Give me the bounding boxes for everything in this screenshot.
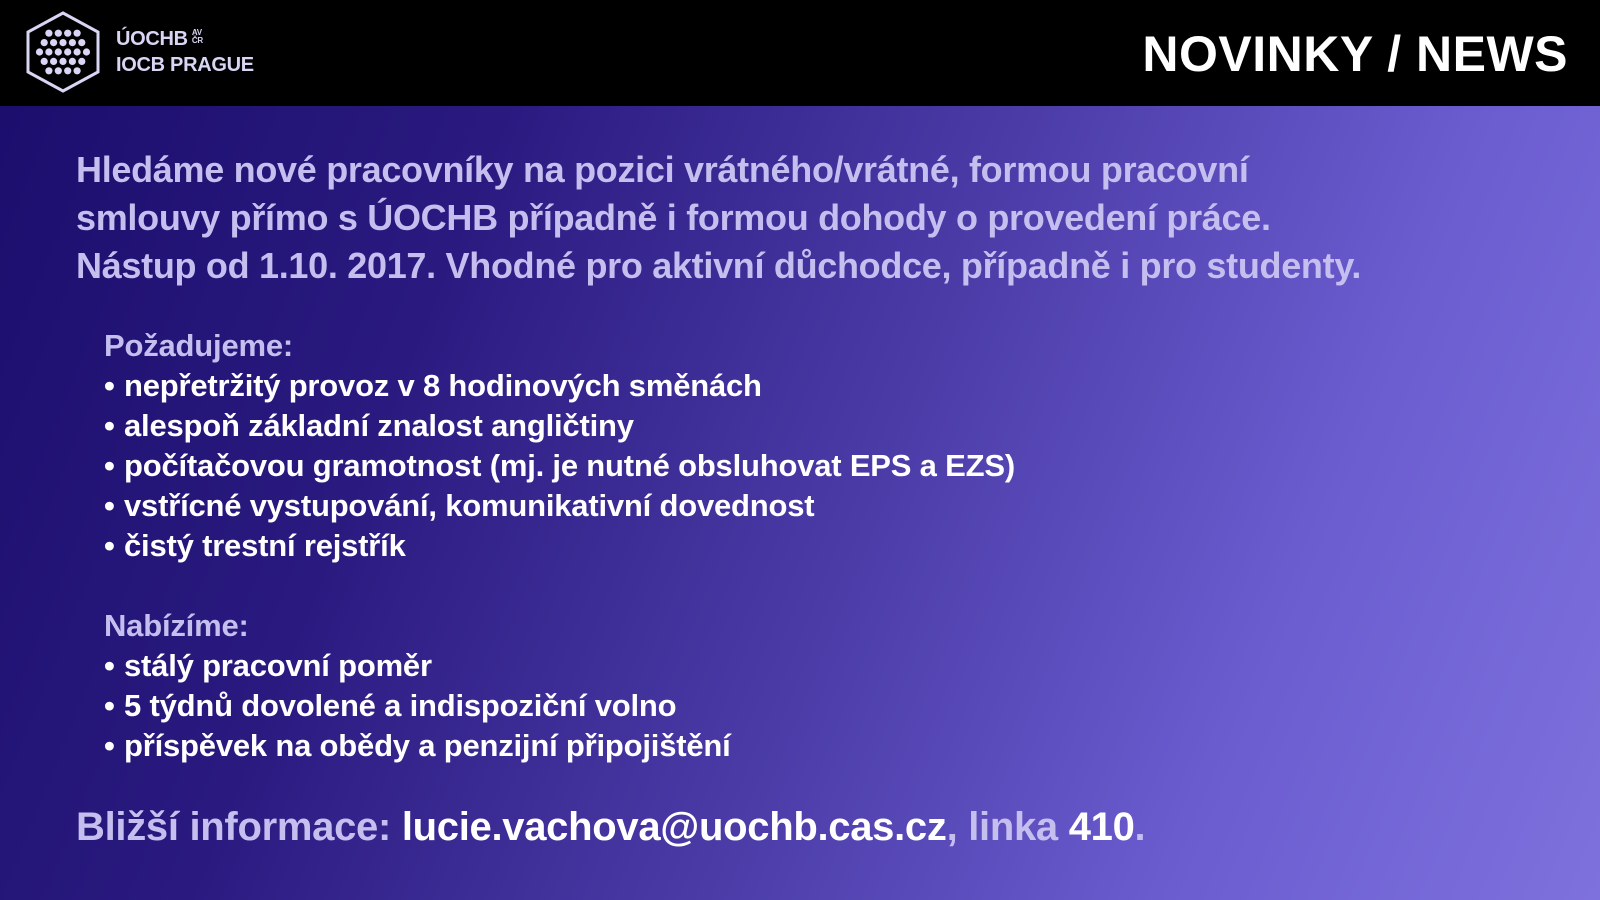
list-item-text: příspěvek na obědy a penzijní připojištění	[124, 728, 731, 763]
logo-dot	[69, 58, 76, 65]
contact-end: .	[1134, 805, 1146, 849]
intro-paragraph	[76, 146, 1576, 290]
logo-dot	[41, 39, 48, 46]
bullet: •	[104, 528, 115, 563]
logo-line2: IOCB PRAGUE	[116, 54, 254, 76]
logo-dot	[55, 67, 62, 74]
logo-dot	[64, 67, 71, 74]
list-item-text: čistý trestní rejstřík	[124, 528, 406, 563]
requirements-heading: Požadujeme:	[104, 328, 294, 363]
logo-avcr-top: AV	[191, 28, 202, 37]
list-item	[104, 446, 1015, 486]
list-item-text: stálý pracovní poměr	[124, 648, 432, 683]
logo-dot	[83, 48, 90, 55]
list-item-text: 5 týdnů dovolené a indispoziční volno	[124, 688, 677, 723]
logo-dot	[45, 48, 52, 55]
offers-list	[104, 646, 731, 766]
logo-dot	[59, 58, 66, 65]
intro-line: Hledáme nové pracovníky na pozici vrátného/vrátné, formou pracovní	[76, 149, 1249, 190]
logo-dot	[74, 30, 81, 37]
requirements-list	[104, 366, 1015, 566]
logo-dot	[45, 30, 52, 37]
intro-line: Nástup od 1.10. 2017. Vhodné pro aktivní důchodce, případně i pro studenty.	[76, 245, 1362, 286]
logo-avcr-bottom: ČR	[191, 36, 203, 45]
offers-heading: Nabízíme:	[104, 608, 249, 643]
bullet: •	[104, 648, 115, 683]
logo-dot	[55, 48, 62, 55]
logo-dot	[36, 48, 43, 55]
logo-line1: ÚOCHB	[116, 28, 188, 50]
logo-dot	[64, 48, 71, 55]
logo-dot	[41, 58, 48, 65]
logo-dot	[50, 58, 57, 65]
logo-dot	[74, 48, 81, 55]
intro-line: smlouvy přímo s ÚOCHB případně i formou dohody o provedení práce.	[76, 197, 1271, 238]
bullet: •	[104, 728, 115, 763]
contact-separator: , linka	[946, 805, 1058, 849]
logo-text	[116, 26, 254, 78]
list-item	[104, 486, 1015, 526]
list-item	[104, 526, 1015, 566]
bullet: •	[104, 368, 115, 403]
header-bar	[0, 0, 1600, 106]
logo-dot	[45, 67, 52, 74]
bullet: •	[104, 448, 115, 483]
iocb-hexagon-logo-icon	[24, 10, 102, 94]
bullet: •	[104, 688, 115, 723]
logo-dot	[50, 39, 57, 46]
list-item-text: počítačovou gramotnost (mj. je nutné obsluhovat EPS a EZS)	[124, 448, 1015, 483]
bullet: •	[104, 408, 115, 443]
logo-dot	[64, 30, 71, 37]
contact-label: Bližší informace:	[76, 805, 391, 849]
requirements-section	[104, 326, 1015, 566]
logo-dot	[74, 67, 81, 74]
bullet: •	[104, 488, 115, 523]
offers-section	[104, 606, 731, 766]
list-item	[104, 646, 731, 686]
logo-dot	[55, 30, 62, 37]
list-item-text: nepřetržitý provoz v 8 hodinových směnách	[124, 368, 762, 403]
list-item	[104, 406, 1015, 446]
contact-email-link[interactable]: lucie.vachova@uochb.cas.cz	[401, 805, 947, 849]
logo-dot	[69, 39, 76, 46]
list-item	[104, 686, 731, 726]
contact-line	[76, 802, 1145, 852]
list-item	[104, 366, 1015, 406]
logo-dot	[78, 58, 85, 65]
contact-extension: 410	[1068, 805, 1135, 849]
logo-dot	[59, 39, 66, 46]
list-item	[104, 726, 731, 766]
logo-avcr	[192, 29, 203, 45]
list-item-text: vstřícné vystupování, komunikativní dovednost	[124, 488, 815, 523]
iocb-logo	[24, 10, 254, 94]
list-item-text: alespoň základní znalost angličtiny	[124, 408, 634, 443]
page-title: NOVINKY / NEWS	[1142, 26, 1568, 82]
logo-dot	[78, 39, 85, 46]
